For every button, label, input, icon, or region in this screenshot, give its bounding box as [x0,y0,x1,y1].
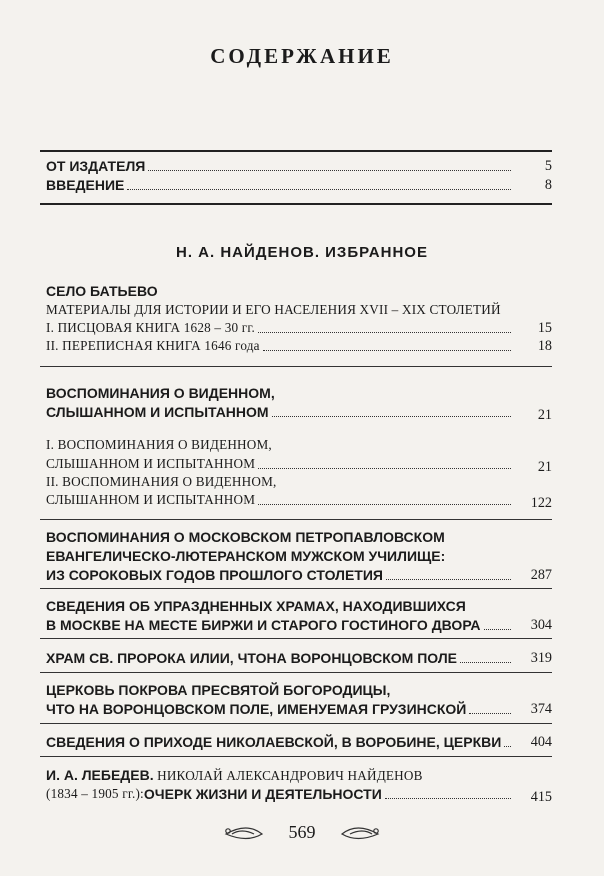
lebedev-subject: НИКОЛАЙ АЛЕКСАНДРОВИЧ НАЙДЕНОВ [153,768,423,783]
page-ref: 374 [530,701,552,717]
page-ref: 304 [530,617,552,633]
toc-entry[interactable] [46,320,514,336]
separator [40,519,552,520]
page-ref: 404 [530,734,552,750]
toc-entry-title: СЛЫШАННОМ И ИСПЫТАННОМ [46,456,256,471]
toc-entry-title: СЛЫШАННОМ И ИСПЫТАННОМ [46,492,256,507]
leader-dots [469,713,511,714]
leader-dots [484,629,511,630]
toc-entry[interactable] [46,701,514,717]
section-rule [40,203,552,205]
toc-entry[interactable] [46,617,514,633]
toc-entry[interactable] [46,492,514,508]
toc-entry[interactable] [46,338,514,354]
page-number: 569 [288,822,316,842]
leader-dots [127,189,511,190]
toc-entry-title: I. ПИСЦОВАЯ КНИГА 1628 – 30 гг. [46,320,256,335]
uchilische-line2: ЕВАНГЕЛИЧЕСКО-ЛЮТЕРАНСКОМ МУЖСКОМ УЧИЛИЩЕ: [46,548,446,564]
page-ref: 415 [530,789,552,805]
leader-dots [504,746,511,747]
toc-entry[interactable] [46,456,514,472]
page-ref: 122 [530,495,552,511]
lebedev-line1 [46,767,423,785]
page-title: СОДЕРЖАНИЕ [210,44,394,68]
vosp-part2-line1: II. ВОСПОМИНАНИЯ О ВИДЕННОМ, [46,474,277,489]
section-heading: Н. А. НАЙДЕНОВ. ИЗБРАННОЕ [176,244,428,261]
leader-dots [148,170,511,171]
separator [40,756,552,757]
toc-entry-title: ИЗ СОРОКОВЫХ ГОДОВ ПРОШЛОГО СТОЛЕТИЯ [46,567,383,583]
vosp-title-line1: ВОСПОМИНАНИЯ О ВИДЕННОМ, [46,385,275,401]
leader-dots [460,662,511,663]
toc-entry-title: В МОСКВЕ НА МЕСТЕ БИРЖИ И СТАРОГО ГОСТИНОГО ДВОРА [46,617,481,633]
toc-entry[interactable] [46,158,514,174]
pokrov-line1: ЦЕРКОВЬ ПОКРОВА ПРЕСВЯТОЙ БОГОРОДИЦЫ, [46,682,391,698]
toc-entry[interactable] [46,734,514,750]
page-ref: 5 [544,158,552,174]
leader-dots [385,798,511,799]
leader-dots [272,416,511,417]
toc-entry[interactable] [46,404,514,420]
separator [40,723,552,724]
toc-entry-title: СВЕДЕНИЯ О ПРИХОДЕ НИКОЛАЕВСКОЙ, В ВОРОБИНЕ, ЦЕРКВИ [46,734,502,750]
toc-entry-title: ЧТО НА ВОРОНЦОВСКОМ ПОЛЕ, ИМЕНУЕМАЯ ГРУЗИНСКОЙ [46,701,467,717]
page-ref: 18 [537,338,552,354]
toc-entry-title: ОТ ИЗДАТЕЛЯ [46,158,146,174]
lebedev-dates: (1834 – 1905 гг.): [46,786,144,801]
page-ref: 21 [537,459,552,475]
toc-entry-title: СЛЫШАННОМ И ИСПЫТАННОМ [46,404,269,420]
page-ref: 319 [530,650,552,666]
leader-dots [263,350,511,351]
author-name: И. А. ЛЕБЕДЕВ. [46,767,154,783]
vosp-part1-line1: I. ВОСПОМИНАНИЯ О ВИДЕННОМ, [46,437,272,452]
toc-entry[interactable] [46,650,514,666]
page-footer [0,822,604,852]
separator [40,588,552,589]
selo-subtitle: МАТЕРИАЛЫ ДЛЯ ИСТОРИИ И ЕГО НАСЕЛЕНИЯ XVII – XIX СТОЛЕТИЙ [46,302,501,317]
leader-dots [258,504,511,505]
page-ref: 287 [530,567,552,583]
leader-dots [386,579,511,580]
uchilische-line1: ВОСПОМИНАНИЯ О МОСКОВСКОМ ПЕТРОПАВЛОВСКОМ [46,529,445,545]
toc-entry[interactable] [46,177,514,193]
separator [40,672,552,673]
toc-entry-title: ОЧЕРК ЖИЗНИ И ДЕЯТЕЛЬНОСТИ [143,786,382,802]
toc-entry-title: ВВЕДЕНИЕ [46,177,125,193]
hramy-line1: СВЕДЕНИЯ ОБ УПРАЗДНЕННЫХ ХРАМАХ, НАХОДИВШИХСЯ [46,598,466,614]
top-rule [40,150,552,152]
leader-dots [258,332,511,333]
toc-entry-title: II. ПЕРЕПИСНАЯ КНИГА 1646 года [46,338,260,353]
separator [40,366,552,367]
page-ref: 21 [537,407,552,423]
page-ref: 15 [537,320,552,336]
toc-entry-title: ХРАМ СВ. ПРОРОКА ИЛИИ, ЧТОНА ВОРОНЦОВСКОМ ПОЛЕ [46,650,457,666]
toc-entry[interactable] [46,786,514,802]
page-ref: 8 [544,177,552,193]
selo-heading: СЕЛО БАТЬЕВО [46,283,158,299]
leader-dots [258,468,511,469]
separator [40,638,552,639]
toc-entry[interactable] [46,567,514,583]
